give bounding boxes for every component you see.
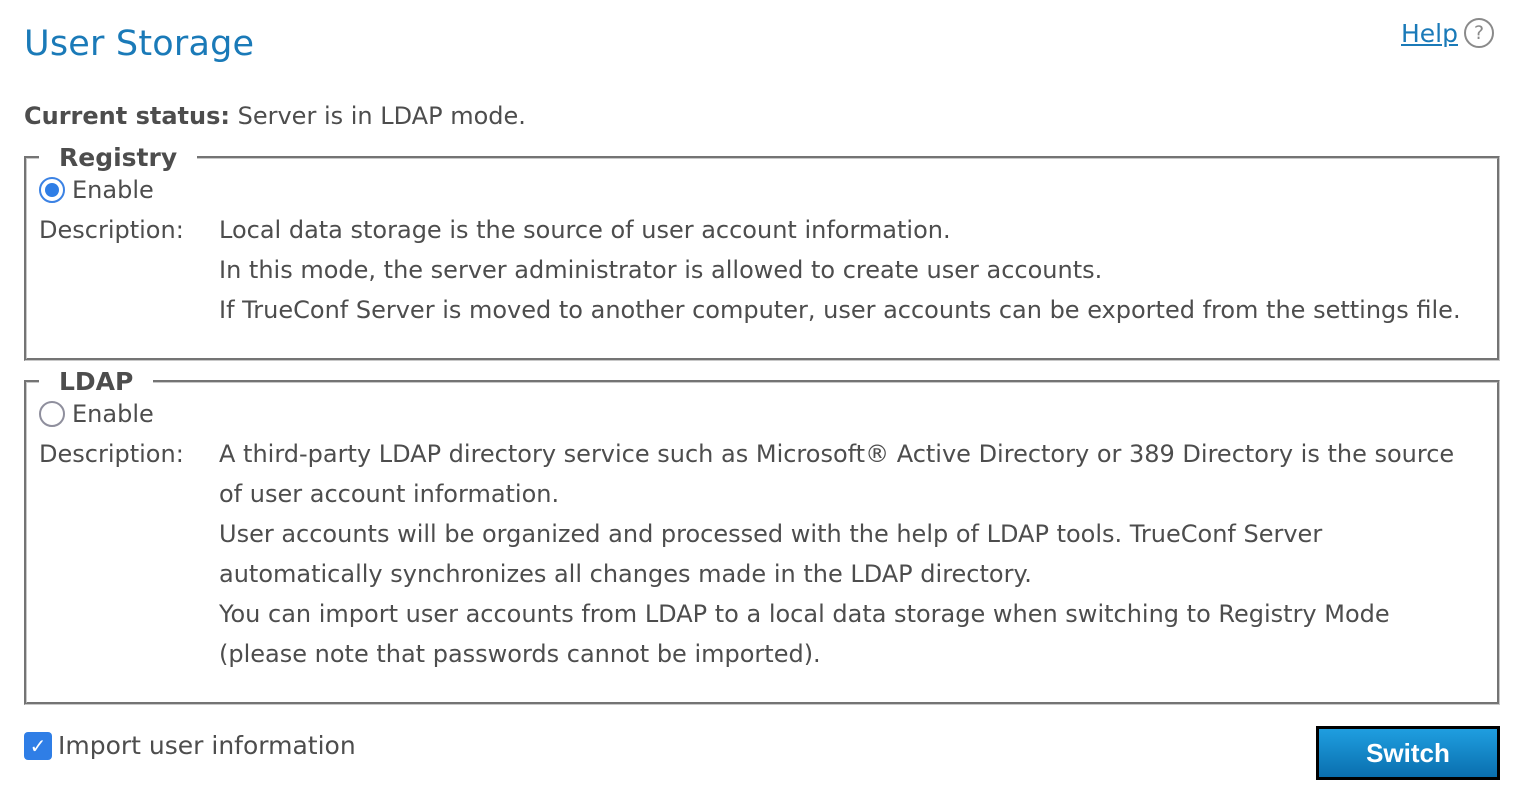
status-label: Current status: bbox=[24, 102, 230, 130]
ldap-description-line: You can import user accounts from LDAP to a local data storage when switching to Registry Mode bbox=[219, 600, 1390, 628]
current-status bbox=[24, 102, 526, 130]
registry-fieldset bbox=[24, 143, 1500, 361]
ldap-description bbox=[39, 434, 1497, 674]
registry-enable-label: Enable bbox=[72, 176, 154, 204]
ldap-description-label: Description: bbox=[39, 440, 184, 468]
import-label: Import user information bbox=[58, 731, 356, 760]
ldap-description-line: A third-party LDAP directory service such as Microsoft® Active Directory or 389 Directory is the source bbox=[219, 440, 1455, 468]
registry-description-label: Description: bbox=[39, 216, 184, 244]
help-link[interactable]: Help bbox=[1401, 18, 1458, 48]
ldap-description-line: of user account information. bbox=[219, 480, 560, 508]
import-user-info-checkbox[interactable] bbox=[24, 731, 356, 760]
help-area bbox=[1401, 18, 1494, 48]
registry-enable-radio[interactable] bbox=[39, 170, 1497, 210]
registry-description-line: Local data storage is the source of user account information. bbox=[219, 216, 951, 244]
radio-unselected-icon[interactable] bbox=[39, 401, 65, 427]
registry-legend: Registry bbox=[59, 143, 178, 172]
checkmark-icon[interactable]: ✓ bbox=[24, 732, 52, 760]
registry-description-line: If TrueConf Server is moved to another computer, user accounts can be exported from the settings file. bbox=[219, 296, 1461, 324]
ldap-enable-label: Enable bbox=[72, 400, 154, 428]
switch-button[interactable]: Switch bbox=[1316, 726, 1500, 780]
ldap-description-line: automatically synchronizes all changes made in the LDAP directory. bbox=[219, 560, 1032, 588]
ldap-enable-radio[interactable] bbox=[39, 394, 1497, 434]
page-title: User Storage bbox=[24, 24, 255, 64]
help-question-icon[interactable]: ? bbox=[1464, 18, 1494, 48]
ldap-legend: LDAP bbox=[59, 367, 134, 396]
ldap-description-line: (please note that passwords cannot be imported). bbox=[219, 640, 821, 668]
registry-description bbox=[39, 210, 1497, 330]
radio-selected-icon[interactable] bbox=[39, 177, 65, 203]
status-value: Server is in LDAP mode. bbox=[237, 102, 526, 130]
registry-description-line: In this mode, the server administrator is allowed to create user accounts. bbox=[219, 256, 1103, 284]
ldap-fieldset bbox=[24, 367, 1500, 705]
ldap-description-line: User accounts will be organized and processed with the help of LDAP tools. TrueConf Server bbox=[219, 520, 1323, 548]
